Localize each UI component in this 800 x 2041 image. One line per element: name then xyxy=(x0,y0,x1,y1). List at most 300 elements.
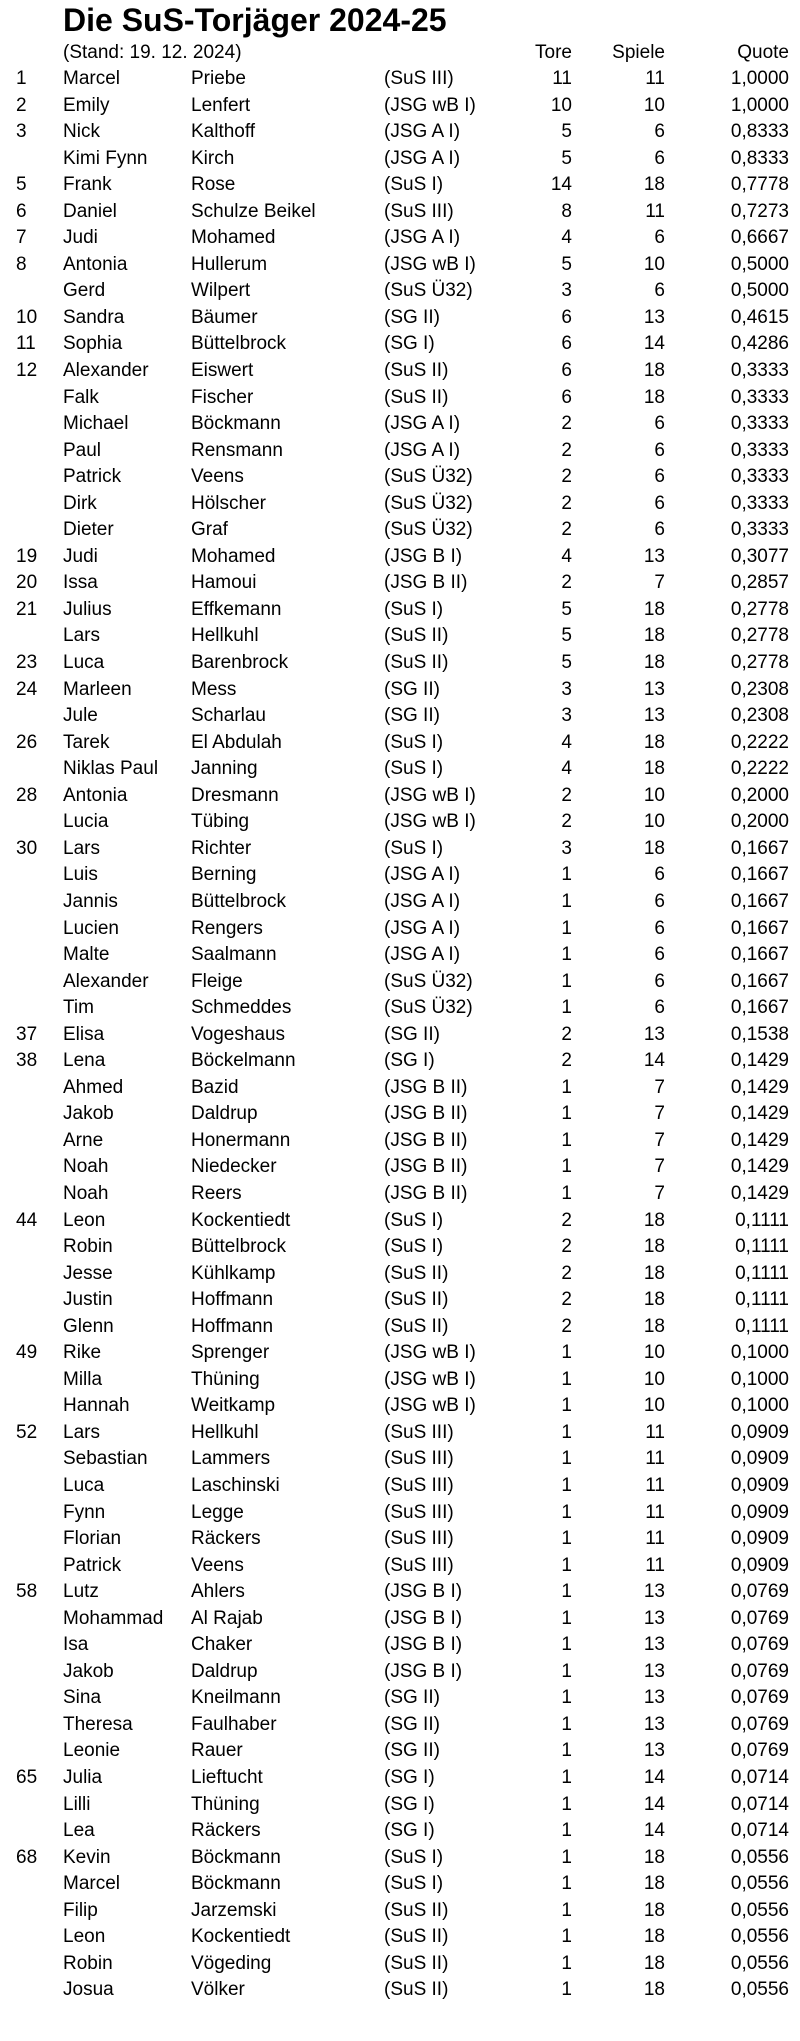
rank-cell: 1 xyxy=(16,68,27,89)
table-row xyxy=(0,544,800,571)
table-row xyxy=(0,1500,800,1527)
table-row xyxy=(0,331,800,358)
table-row xyxy=(0,677,800,704)
team-cell: (JSG B II) xyxy=(384,1182,468,1204)
goals-cell: 6 xyxy=(561,386,572,408)
first-name-cell: Lars xyxy=(63,1421,100,1443)
goals-cell: 2 xyxy=(561,1236,572,1258)
last-name-cell: Saalmann xyxy=(191,944,277,966)
quote-cell: 0,0909 xyxy=(730,1474,789,1496)
games-cell: 13 xyxy=(643,1687,665,1709)
goals-cell: 1 xyxy=(561,1076,572,1098)
quote-cell: 1,0000 xyxy=(730,68,789,89)
last-name-cell: Hölscher xyxy=(191,492,266,514)
games-cell: 10 xyxy=(643,1342,665,1364)
quote-cell: 0,1111 xyxy=(735,1289,789,1311)
team-cell: (JSG wB I) xyxy=(384,94,476,116)
goals-cell: 2 xyxy=(561,492,572,514)
last-name-cell: Kockentiedt xyxy=(191,1209,291,1231)
last-name-cell: Al Rajab xyxy=(191,1607,263,1629)
games-cell: 10 xyxy=(643,1368,665,1390)
games-cell: 10 xyxy=(643,784,665,806)
games-cell: 10 xyxy=(643,253,665,275)
team-cell: (SuS II) xyxy=(384,1262,449,1284)
last-name-cell: Eiswert xyxy=(191,360,254,382)
quote-cell: 0,3333 xyxy=(730,466,789,488)
goals-cell: 2 xyxy=(561,811,572,833)
first-name-cell: Judi xyxy=(63,227,98,249)
quote-cell: 0,2778 xyxy=(730,625,789,647)
first-name-cell: Arne xyxy=(63,1129,104,1151)
first-name-cell: Filip xyxy=(63,1899,98,1921)
team-cell: (SuS II) xyxy=(384,1926,449,1948)
goals-cell: 1 xyxy=(561,944,572,966)
table-row xyxy=(0,1553,800,1580)
quote-cell: 0,8333 xyxy=(730,121,789,143)
table-row xyxy=(0,1420,800,1447)
first-name-cell: Rike xyxy=(63,1342,102,1364)
quote-cell: 0,4615 xyxy=(730,306,789,328)
table-row xyxy=(0,1977,800,2004)
first-name-cell: Emily xyxy=(63,94,110,116)
goals-cell: 6 xyxy=(561,360,572,382)
rank-cell: 8 xyxy=(16,253,27,275)
goals-cell: 11 xyxy=(552,68,572,89)
rank-cell: 52 xyxy=(16,1421,38,1443)
quote-cell: 0,1111 xyxy=(735,1315,789,1337)
table-row xyxy=(0,889,800,916)
quote-cell: 0,1429 xyxy=(730,1129,789,1151)
last-name-cell: Hoffmann xyxy=(191,1315,274,1337)
table-row xyxy=(0,252,800,279)
quote-cell: 0,1000 xyxy=(730,1395,789,1417)
rank-cell: 6 xyxy=(16,200,27,222)
quote-cell: 0,1667 xyxy=(730,944,789,966)
quote-cell: 0,1111 xyxy=(735,1236,789,1258)
table-row xyxy=(0,1685,800,1712)
rank-cell: 26 xyxy=(16,731,38,753)
table-row xyxy=(0,1606,800,1633)
quote-cell: 0,1667 xyxy=(730,890,789,912)
goals-cell: 1 xyxy=(561,1581,572,1603)
games-cell: 14 xyxy=(643,1793,665,1815)
table-row xyxy=(0,199,800,226)
rank-cell: 23 xyxy=(16,652,38,674)
games-cell: 11 xyxy=(645,68,665,89)
team-cell: (JSG A I) xyxy=(384,917,461,939)
team-cell: (SuS Ü32) xyxy=(384,492,473,514)
team-cell: (JSG wB I) xyxy=(384,1342,476,1364)
team-cell: (JSG B I) xyxy=(384,1660,463,1682)
quote-cell: 0,0769 xyxy=(730,1713,789,1735)
table-row xyxy=(0,1234,800,1261)
quote-cell: 0,1000 xyxy=(730,1342,789,1364)
table-row xyxy=(0,1738,800,1765)
last-name-cell: Berning xyxy=(191,864,257,886)
team-cell: (SuS II) xyxy=(384,360,449,382)
first-name-cell: Dirk xyxy=(63,492,97,514)
first-name-cell: Michael xyxy=(63,413,129,435)
first-name-cell: Marleen xyxy=(63,678,132,700)
first-name-cell: Malte xyxy=(63,944,110,966)
table-row xyxy=(0,1765,800,1792)
goals-cell: 1 xyxy=(561,1342,572,1364)
goals-cell: 6 xyxy=(561,333,572,355)
goals-cell: 10 xyxy=(550,94,572,116)
games-cell: 18 xyxy=(643,758,665,780)
games-cell: 11 xyxy=(645,1554,665,1576)
quote-cell: 0,5000 xyxy=(730,280,789,302)
first-name-cell: Josua xyxy=(63,1979,114,2001)
quote-cell: 0,4286 xyxy=(730,333,789,355)
last-name-cell: Janning xyxy=(191,758,258,780)
rank-cell: 7 xyxy=(16,227,27,249)
team-cell: (JSG wB I) xyxy=(384,784,476,806)
first-name-cell: Nick xyxy=(63,121,100,143)
table-row xyxy=(0,464,800,491)
goals-cell: 1 xyxy=(561,997,572,1019)
quote-cell: 0,1111 xyxy=(735,1209,789,1231)
first-name-cell: Antonia xyxy=(63,253,128,275)
first-name-cell: Lea xyxy=(63,1820,95,1842)
games-cell: 18 xyxy=(643,1236,665,1258)
games-cell: 18 xyxy=(643,731,665,753)
goals-cell: 1 xyxy=(561,1368,572,1390)
rank-cell: 49 xyxy=(16,1342,38,1364)
goals-cell: 2 xyxy=(561,466,572,488)
last-name-cell: Rauer xyxy=(191,1740,243,1762)
table-row xyxy=(0,1526,800,1553)
team-cell: (SuS II) xyxy=(384,386,449,408)
rank-cell: 10 xyxy=(16,306,38,328)
team-cell: (SG II) xyxy=(384,1740,440,1762)
last-name-cell: Tübing xyxy=(191,811,250,833)
first-name-cell: Jule xyxy=(63,705,98,727)
last-name-cell: Lammers xyxy=(191,1448,271,1470)
games-cell: 18 xyxy=(643,386,665,408)
goals-cell: 2 xyxy=(561,1023,572,1045)
quote-cell: 1,0000 xyxy=(730,94,789,116)
table-row xyxy=(0,225,800,252)
last-name-cell: Weitkamp xyxy=(191,1395,276,1417)
team-cell: (JSG A I) xyxy=(384,121,461,143)
goals-cell: 1 xyxy=(561,1528,572,1550)
quote-cell: 0,1667 xyxy=(730,970,789,992)
games-cell: 6 xyxy=(654,413,665,435)
last-name-cell: Kalthoff xyxy=(191,121,256,143)
goals-cell: 1 xyxy=(561,1767,572,1788)
scorer-table xyxy=(0,66,800,2004)
goals-cell: 8 xyxy=(561,200,572,222)
team-cell: (SuS III) xyxy=(384,1474,454,1496)
rank-cell: 19 xyxy=(16,545,38,567)
last-name-cell: Völker xyxy=(191,1979,245,2001)
last-name-cell: Böckelmann xyxy=(191,1050,296,1072)
last-name-cell: Wilpert xyxy=(191,280,251,302)
table-row xyxy=(0,1022,800,1049)
games-cell: 13 xyxy=(643,1713,665,1735)
first-name-cell: Judi xyxy=(63,545,98,567)
last-name-cell: Sprenger xyxy=(191,1342,270,1364)
last-name-cell: Hamoui xyxy=(191,572,257,594)
last-name-cell: Büttelbrock xyxy=(191,333,287,355)
games-cell: 18 xyxy=(643,652,665,674)
quote-cell: 0,1429 xyxy=(730,1103,789,1125)
games-cell: 7 xyxy=(654,1156,665,1178)
last-name-cell: Vogeshaus xyxy=(191,1023,286,1045)
team-cell: (SG I) xyxy=(384,1820,435,1842)
table-row xyxy=(0,1659,800,1686)
quote-cell: 0,2778 xyxy=(730,652,789,674)
games-cell: 11 xyxy=(645,1421,665,1443)
quote-cell: 0,7273 xyxy=(730,200,789,222)
first-name-cell: Julia xyxy=(63,1767,103,1788)
rank-cell: 2 xyxy=(16,94,27,116)
last-name-cell: Priebe xyxy=(191,68,246,89)
quote-cell: 0,0909 xyxy=(730,1501,789,1523)
last-name-cell: Vögeding xyxy=(191,1952,272,1974)
table-row xyxy=(0,1393,800,1420)
games-cell: 14 xyxy=(643,333,665,355)
first-name-cell: Jakob xyxy=(63,1103,114,1125)
table-row xyxy=(0,1792,800,1819)
quote-cell: 0,0556 xyxy=(730,1926,789,1948)
team-cell: (SuS I) xyxy=(384,174,444,196)
last-name-cell: Legge xyxy=(191,1501,244,1523)
goals-cell: 1 xyxy=(561,917,572,939)
table-row xyxy=(0,916,800,943)
last-name-cell: Barenbrock xyxy=(191,652,289,674)
games-cell: 10 xyxy=(643,811,665,833)
team-cell: (SG II) xyxy=(384,1687,440,1709)
page-title: Die SuS-Torjäger 2024-25 xyxy=(63,2,447,38)
goals-cell: 2 xyxy=(561,413,572,435)
games-cell: 18 xyxy=(643,1846,665,1868)
goals-cell: 1 xyxy=(561,1660,572,1682)
games-cell: 18 xyxy=(643,360,665,382)
team-cell: (SG I) xyxy=(384,1050,435,1072)
goals-cell: 3 xyxy=(561,678,572,700)
quote-cell: 0,1667 xyxy=(730,997,789,1019)
last-name-cell: Lenfert xyxy=(191,94,251,116)
first-name-cell: Jesse xyxy=(63,1262,113,1284)
team-cell: (JSG B II) xyxy=(384,1103,468,1125)
team-cell: (SG I) xyxy=(384,1767,435,1788)
table-row xyxy=(0,756,800,783)
first-name-cell: Sandra xyxy=(63,306,125,328)
table-row xyxy=(0,1845,800,1872)
table-row xyxy=(0,278,800,305)
team-cell: (SuS III) xyxy=(384,68,454,89)
first-name-cell: Isa xyxy=(63,1634,89,1656)
quote-cell: 0,6667 xyxy=(730,227,789,249)
games-cell: 6 xyxy=(654,439,665,461)
table-row xyxy=(0,969,800,996)
table-row xyxy=(0,66,800,93)
first-name-cell: Alexander xyxy=(63,970,149,992)
quote-cell: 0,0909 xyxy=(730,1528,789,1550)
last-name-cell: Kneilmann xyxy=(191,1687,281,1709)
last-name-cell: Scharlau xyxy=(191,705,266,727)
last-name-cell: Daldrup xyxy=(191,1103,258,1125)
goals-cell: 3 xyxy=(561,280,572,302)
quote-cell: 0,0714 xyxy=(730,1767,789,1788)
last-name-cell: Effkemann xyxy=(191,598,282,620)
rank-cell: 44 xyxy=(16,1209,38,1231)
games-cell: 6 xyxy=(654,890,665,912)
quote-cell: 0,2000 xyxy=(730,811,789,833)
first-name-cell: Gerd xyxy=(63,280,106,302)
team-cell: (JSG A I) xyxy=(384,227,461,249)
goals-cell: 5 xyxy=(561,652,572,674)
last-name-cell: Hoffmann xyxy=(191,1289,274,1311)
first-name-cell: Luis xyxy=(63,864,98,886)
team-cell: (SuS Ü32) xyxy=(384,970,473,992)
table-row xyxy=(0,358,800,385)
first-name-cell: Jannis xyxy=(63,890,118,912)
team-cell: (SuS II) xyxy=(384,1952,449,1974)
table-row xyxy=(0,862,800,889)
quote-cell: 0,3333 xyxy=(730,413,789,435)
rank-cell: 68 xyxy=(16,1846,38,1868)
first-name-cell: Lucia xyxy=(63,811,109,833)
team-cell: (SuS III) xyxy=(384,1528,454,1550)
team-cell: (JSG B I) xyxy=(384,1634,463,1656)
goals-cell: 1 xyxy=(561,1846,572,1868)
first-name-cell: Lars xyxy=(63,625,100,647)
goals-cell: 6 xyxy=(561,306,572,328)
last-name-cell: Chaker xyxy=(191,1634,253,1656)
goals-cell: 5 xyxy=(561,625,572,647)
rank-cell: 11 xyxy=(16,333,36,355)
table-row xyxy=(0,597,800,624)
first-name-cell: Ahmed xyxy=(63,1076,124,1098)
games-cell: 10 xyxy=(643,94,665,116)
last-name-cell: El Abdulah xyxy=(191,731,282,753)
column-header-tore: Tore xyxy=(535,42,572,63)
team-cell: (JSG A I) xyxy=(384,439,461,461)
team-cell: (SuS III) xyxy=(384,1421,454,1443)
goals-cell: 1 xyxy=(561,1156,572,1178)
games-cell: 18 xyxy=(643,1209,665,1231)
games-cell: 6 xyxy=(654,466,665,488)
goals-cell: 1 xyxy=(561,1926,572,1948)
table-row xyxy=(0,650,800,677)
first-name-cell: Kevin xyxy=(63,1846,111,1868)
goals-cell: 5 xyxy=(561,598,572,620)
table-row xyxy=(0,1924,800,1951)
team-cell: (SuS II) xyxy=(384,1289,449,1311)
goals-cell: 1 xyxy=(561,1899,572,1921)
team-cell: (JSG A I) xyxy=(384,944,461,966)
team-cell: (JSG B II) xyxy=(384,572,468,594)
team-cell: (JSG wB I) xyxy=(384,811,476,833)
goals-cell: 3 xyxy=(561,705,572,727)
first-name-cell: Leonie xyxy=(63,1740,121,1762)
quote-cell: 0,1667 xyxy=(730,864,789,886)
goals-cell: 4 xyxy=(561,731,572,753)
games-cell: 13 xyxy=(643,1660,665,1682)
games-cell: 6 xyxy=(654,997,665,1019)
first-name-cell: Lutz xyxy=(63,1581,99,1603)
games-cell: 18 xyxy=(643,837,665,859)
table-row xyxy=(0,1473,800,1500)
first-name-cell: Lars xyxy=(63,837,100,859)
first-name-cell: Robin xyxy=(63,1952,113,1974)
goals-cell: 1 xyxy=(561,1501,572,1523)
first-name-cell: Tim xyxy=(63,997,94,1019)
last-name-cell: Kirch xyxy=(191,147,235,169)
table-row xyxy=(0,1261,800,1288)
table-row xyxy=(0,1951,800,1978)
first-name-cell: Luca xyxy=(63,652,105,674)
last-name-cell: Hellkuhl xyxy=(191,625,259,647)
goals-cell: 2 xyxy=(561,519,572,541)
games-cell: 13 xyxy=(643,306,665,328)
team-cell: (SuS I) xyxy=(384,731,444,753)
goals-cell: 5 xyxy=(561,121,572,143)
last-name-cell: Böckmann xyxy=(191,1873,281,1895)
quote-cell: 0,0556 xyxy=(730,1873,789,1895)
first-name-cell: Hannah xyxy=(63,1395,130,1417)
team-cell: (JSG A I) xyxy=(384,147,461,169)
table-row xyxy=(0,517,800,544)
quote-cell: 0,0769 xyxy=(730,1607,789,1629)
goals-cell: 1 xyxy=(561,970,572,992)
games-cell: 11 xyxy=(645,1448,665,1470)
first-name-cell: Paul xyxy=(63,439,102,461)
team-cell: (JSG A I) xyxy=(384,864,461,886)
team-cell: (SG II) xyxy=(384,1713,440,1735)
quote-cell: 0,0714 xyxy=(730,1793,789,1815)
table-row xyxy=(0,1075,800,1102)
quote-cell: 0,2222 xyxy=(730,731,789,753)
last-name-cell: Thüning xyxy=(191,1793,260,1815)
first-name-cell: Leon xyxy=(63,1209,106,1231)
column-header-quote: Quote xyxy=(737,42,789,63)
table-row xyxy=(0,411,800,438)
last-name-cell: Rose xyxy=(191,174,236,196)
last-name-cell: Fischer xyxy=(191,386,254,408)
last-name-cell: Mohamed xyxy=(191,227,276,249)
team-cell: (JSG B II) xyxy=(384,1076,468,1098)
team-cell: (SuS II) xyxy=(384,652,449,674)
first-name-cell: Niklas Paul xyxy=(63,758,159,780)
table-row xyxy=(0,1128,800,1155)
last-name-cell: Laschinski xyxy=(191,1474,280,1496)
first-name-cell: Fynn xyxy=(63,1501,106,1523)
quote-cell: 0,7778 xyxy=(730,174,789,196)
games-cell: 11 xyxy=(645,200,665,222)
team-cell: (SG I) xyxy=(384,1793,435,1815)
games-cell: 10 xyxy=(643,1395,665,1417)
table-row xyxy=(0,1101,800,1128)
games-cell: 14 xyxy=(643,1820,665,1842)
table-row xyxy=(0,93,800,120)
team-cell: (JSG wB I) xyxy=(384,253,476,275)
games-cell: 6 xyxy=(654,147,665,169)
games-cell: 13 xyxy=(643,1634,665,1656)
last-name-cell: Daldrup xyxy=(191,1660,258,1682)
last-name-cell: Niedecker xyxy=(191,1156,277,1178)
last-name-cell: Dresmann xyxy=(191,784,279,806)
games-cell: 18 xyxy=(643,1926,665,1948)
goals-cell: 1 xyxy=(561,1448,572,1470)
last-name-cell: Hellkuhl xyxy=(191,1421,259,1443)
last-name-cell: Richter xyxy=(191,837,252,859)
team-cell: (SuS Ü32) xyxy=(384,519,473,541)
team-cell: (SuS I) xyxy=(384,598,444,620)
